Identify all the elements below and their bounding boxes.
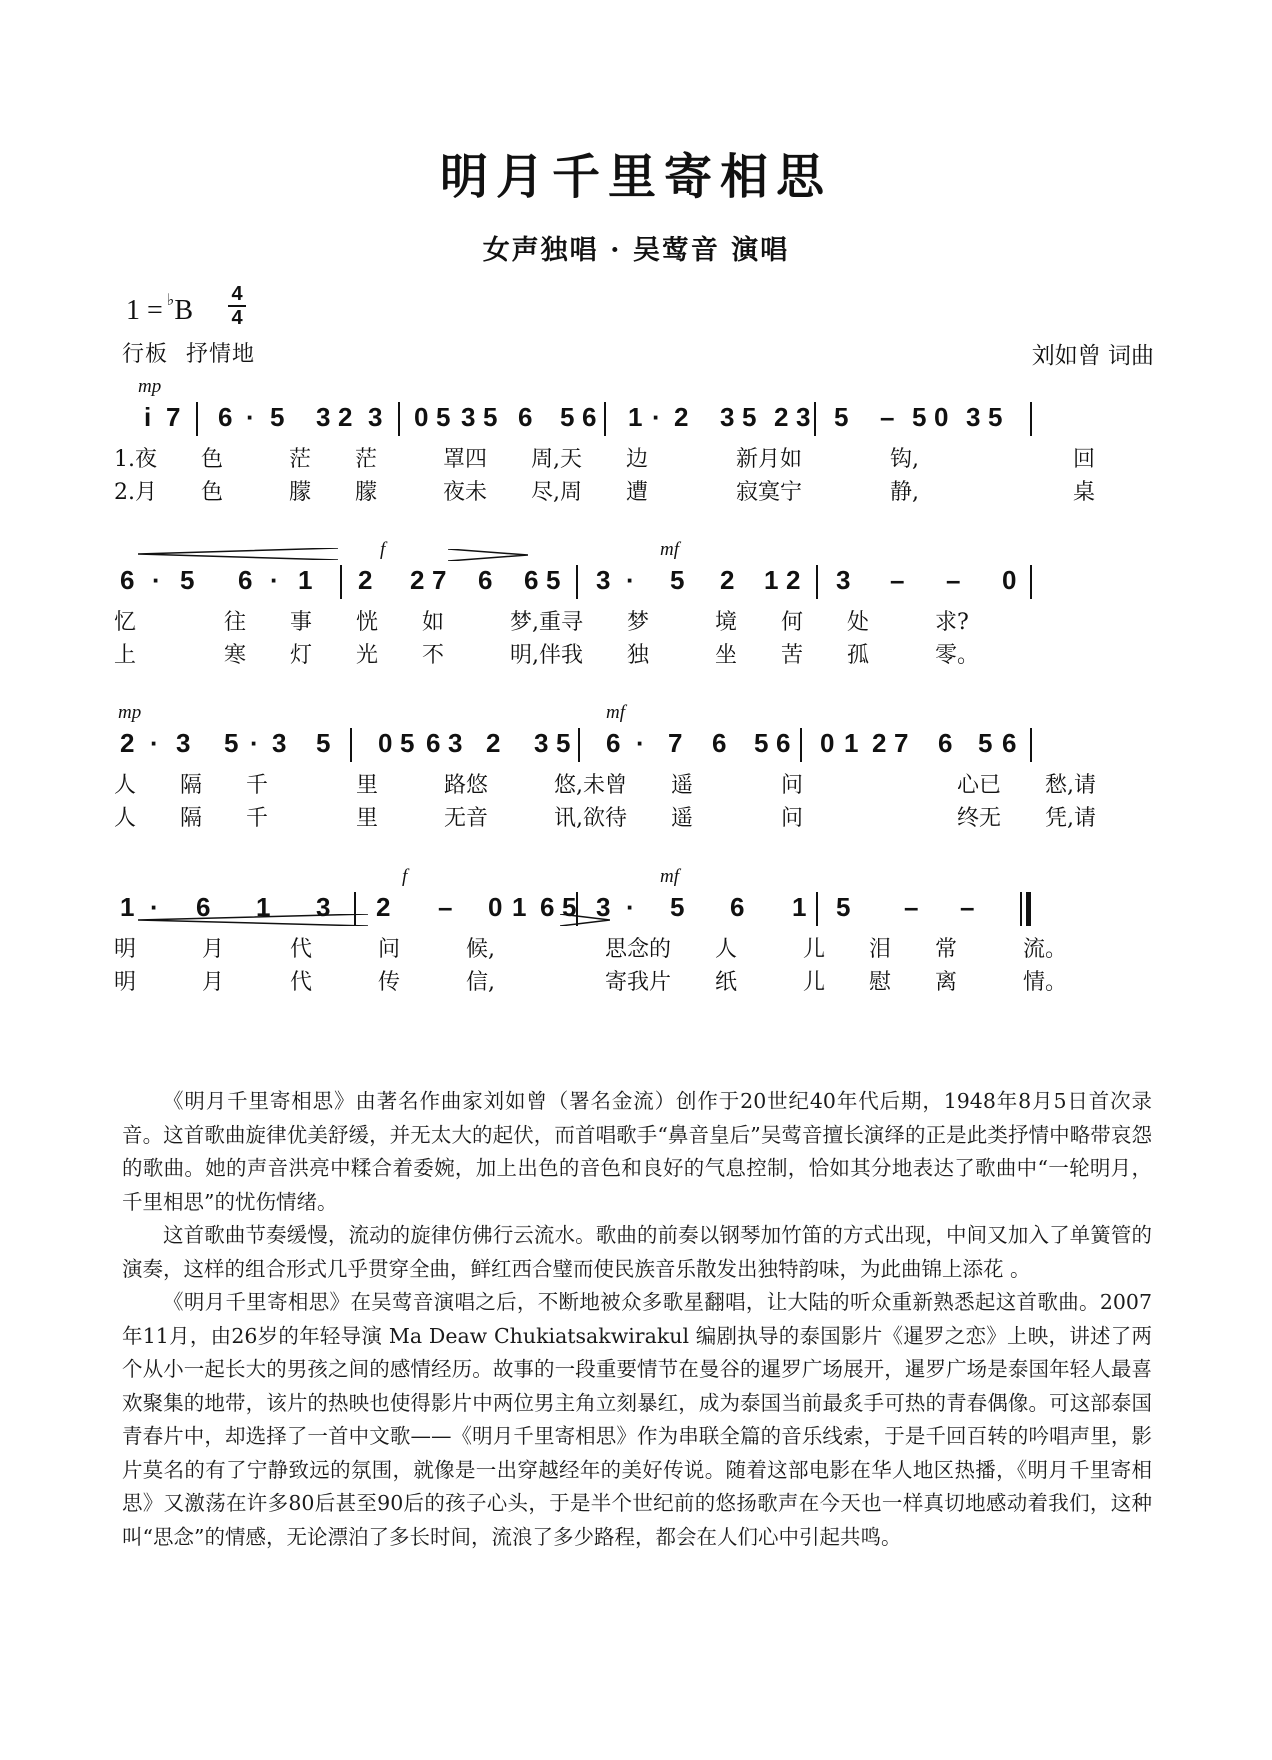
note: –	[960, 892, 975, 922]
note: 1	[792, 892, 807, 922]
expression-label: 抒情地	[186, 342, 256, 367]
note: 6	[196, 892, 211, 922]
barline	[604, 402, 606, 436]
note: 2	[774, 402, 789, 432]
dynamic-marking: mf	[606, 702, 625, 723]
note: ·	[626, 565, 635, 595]
time-signature	[228, 284, 246, 328]
note: 2	[786, 565, 801, 595]
note: 5	[836, 892, 851, 922]
note: 0	[820, 728, 835, 758]
note: 6	[776, 728, 791, 758]
note: 3	[534, 728, 549, 758]
dynamic-marking: mf	[660, 539, 679, 560]
note: 2	[410, 565, 425, 595]
note: 5	[754, 728, 769, 758]
note: ·	[250, 728, 259, 758]
note: ·	[152, 565, 161, 595]
note: 1	[628, 402, 643, 432]
note: 0	[378, 728, 393, 758]
note: ·	[150, 728, 159, 758]
note: –	[946, 565, 961, 595]
dynamic-marking: f	[402, 866, 408, 887]
note: 2	[486, 728, 501, 758]
barline	[816, 565, 818, 599]
note: 3	[720, 402, 735, 432]
time-sig-bottom: 4	[231, 307, 243, 329]
note: 7	[432, 565, 447, 595]
note: 5	[742, 402, 757, 432]
note: 3	[176, 728, 191, 758]
note: 3	[836, 565, 851, 595]
note: 6	[478, 565, 493, 595]
note: 5	[316, 728, 331, 758]
barline	[196, 402, 198, 436]
article-paragraph: 《明月千里寄相思》由著名作曲家刘如曾（署名金流）创作于20世纪40年代后期，1948年8月5日首次录音。这首歌曲旋律优美舒缓，并无太大的起伏，而首唱歌手“鼻音皇后”吴莺音擅长演绎的正是此类抒情中略带哀怨的歌曲。她的声音洪亮中糅合着委婉，加上出色的音色和良好的气息控制，恰如其分地表达了歌曲中“一轮明月，千里相思”的忧伤情绪。	[122, 1089, 1152, 1214]
note: ·	[246, 402, 255, 432]
note: 5	[483, 402, 498, 432]
note: 3	[316, 402, 331, 432]
note: 7	[668, 728, 683, 758]
note: 3	[461, 402, 476, 432]
note: 5	[978, 728, 993, 758]
dynamic-marking: mp	[138, 376, 162, 397]
final-barline-thin	[1020, 892, 1022, 926]
note: 3	[316, 892, 331, 922]
dynamic-marking: f	[380, 539, 386, 560]
note: 5	[556, 728, 571, 758]
barline	[398, 402, 400, 436]
flat-icon: ♭	[166, 292, 175, 309]
time-sig-top: 4	[231, 283, 243, 305]
note: 5	[560, 402, 575, 432]
note: 6	[426, 728, 441, 758]
note: 2	[720, 565, 735, 595]
note: 2	[358, 565, 373, 595]
note: ·	[270, 565, 279, 595]
song-subtitle: 女声独唱 · 吴莺音 演唱	[482, 235, 790, 266]
note: 7	[894, 728, 909, 758]
note: 7	[166, 402, 181, 432]
note: i	[144, 402, 152, 432]
barline	[576, 565, 578, 599]
note: 3	[596, 892, 611, 922]
note: 6	[582, 402, 597, 432]
note: 5	[436, 402, 451, 432]
lyric-line-2: 人 隔 千 里 无音 讯,欲待 遥 问 终无 凭,请	[114, 806, 1096, 831]
article-paragraph: 《明月千里寄相思》在吴莺音演唱之后，不断地被众多歌星翻唱，让大陆的听众重新熟悉起这首歌曲。2007年11月，由26岁的年轻导演 Ma Deaw Chukiatsakwirakul 编剧执导的泰国影片《暹罗之恋》上映，讲述了两个从小一起长大的男孩之间的感情经历。故事的一段重要情节在曼谷的暹罗广场展开，暹罗广场是泰国年轻人最喜欢聚集的地带，该片的热映也使得影片中两位男主角立刻暴红，成为泰国当前最炙手可热的青春偶像。可这部泰国青春片中，却选择了一首中文歌——《明月千里寄相思》作为串联全篇的音乐线索，于是千回百转的吟唱声里，影片莫名的有了宁静致远的氛围，就像是一出穿越经年的美好传说。随着这部电影在华人地区热播，《明月千里寄相思》又激荡在许多80后甚至90后的孩子心头，于是半个世纪前的悠扬歌声在今天也一样真切地感动着我们，这种叫“思念”的情感，无论漂泊了多长时间，流浪了多少路程，都会在人们心中引起共鸣。	[122, 1290, 1152, 1549]
note: 6	[712, 728, 727, 758]
note: 5	[180, 565, 195, 595]
decrescendo-hairpin	[560, 914, 610, 926]
note: 5	[400, 728, 415, 758]
note: 5	[546, 565, 561, 595]
lyric-line-1: 人 隔 千 里 路悠 悠,未曾 遥 问 心已 愁,请	[114, 773, 1096, 798]
dynamic-marking: mf	[660, 866, 679, 887]
note: 6	[238, 565, 253, 595]
note: 6	[1002, 728, 1017, 758]
final-barline-thick	[1026, 892, 1031, 926]
note: –	[890, 565, 905, 595]
lyric-line-1: 1.夜 色 茫 茫 罩四 周,天 边 新月如 钩, 回	[114, 447, 1095, 472]
lyric-line-2: 2.月 色 朦 朦 夜未 尽,周 遭 寂寞宁 静, 桌	[114, 480, 1095, 505]
note: 1	[764, 565, 779, 595]
note: 5	[562, 892, 577, 922]
crescendo-hairpin	[138, 914, 368, 926]
note: 6	[938, 728, 953, 758]
note: 6	[540, 892, 555, 922]
note: 5	[834, 402, 849, 432]
note: 6	[524, 565, 539, 595]
note: 0	[934, 402, 949, 432]
note: 3	[596, 565, 611, 595]
lyric-line-1: 忆 往 事 恍 如 梦,重寻 梦 境 何 处 求?	[114, 610, 969, 635]
composer-credit: 刘如曾 词曲	[1031, 343, 1154, 369]
note: 0	[414, 402, 429, 432]
note: 1	[512, 892, 527, 922]
note: 3	[272, 728, 287, 758]
note: –	[438, 892, 453, 922]
note: 2	[338, 402, 353, 432]
note: 2	[674, 402, 689, 432]
note: 3	[368, 402, 383, 432]
note: 5	[224, 728, 239, 758]
note: 0	[1002, 565, 1017, 595]
barline	[340, 565, 342, 599]
note: ·	[626, 892, 635, 922]
note: 1	[120, 892, 135, 922]
lyric-line-1: 明 月 代 问 候, 思念的 人 儿 泪 常 流。	[114, 937, 1067, 962]
note: ·	[636, 728, 645, 758]
barline	[350, 728, 352, 762]
barline	[1030, 565, 1032, 599]
tempo-marking	[122, 337, 255, 368]
note: 5	[670, 892, 685, 922]
note: 2	[872, 728, 887, 758]
note: 5	[670, 565, 685, 595]
note: 1	[256, 892, 271, 922]
note: 5	[912, 402, 927, 432]
note: 0	[488, 892, 503, 922]
note: –	[880, 402, 895, 432]
note: 6	[120, 565, 135, 595]
note: 3	[448, 728, 463, 758]
note: 2	[376, 892, 391, 922]
note: 5	[988, 402, 1003, 432]
note: –	[904, 892, 919, 922]
note: 6	[606, 728, 621, 758]
note: 1	[844, 728, 859, 758]
dynamic-marking: mp	[118, 702, 142, 723]
note: 3	[966, 402, 981, 432]
key-note: B	[174, 295, 194, 326]
note: ·	[652, 402, 661, 432]
barline	[814, 402, 816, 436]
decrescendo-hairpin	[448, 549, 528, 561]
lyric-line-2: 明 月 代 传 信, 寄我片 纸 儿 慰 离 情。	[114, 970, 1067, 995]
note: 3	[796, 402, 811, 432]
barline	[578, 728, 580, 762]
barline	[816, 892, 818, 926]
article-paragraph: 这首歌曲节奏缓慢，流动的旋律仿佛行云流水。歌曲的前奏以钢琴加竹笛的方式出现，中间又加入了单簧管的演奏，这样的组合形式几乎贯穿全曲，鲜红西合璧而使民族音乐散发出独特韵味，为此曲锦上添花 。	[122, 1223, 1152, 1281]
barline	[1030, 402, 1032, 436]
lyric-line-2: 上 寒 灯 光 不 明,伴我 独 坐 苦 孤 零。	[114, 643, 979, 668]
key-signature	[126, 290, 193, 327]
crescendo-hairpin	[138, 548, 338, 560]
note: 6	[730, 892, 745, 922]
tempo-label: 行板	[122, 342, 169, 367]
note: ·	[150, 892, 159, 922]
note: 1	[298, 565, 313, 595]
barline	[800, 728, 802, 762]
song-title: 明月千里寄相思	[439, 149, 832, 205]
barline	[1030, 728, 1032, 762]
note: 5	[270, 402, 285, 432]
note: 6	[218, 402, 233, 432]
key-prefix: 1 =	[126, 295, 163, 326]
note: 6	[518, 402, 533, 432]
article-body	[122, 1085, 1152, 1554]
note: 2	[120, 728, 135, 758]
